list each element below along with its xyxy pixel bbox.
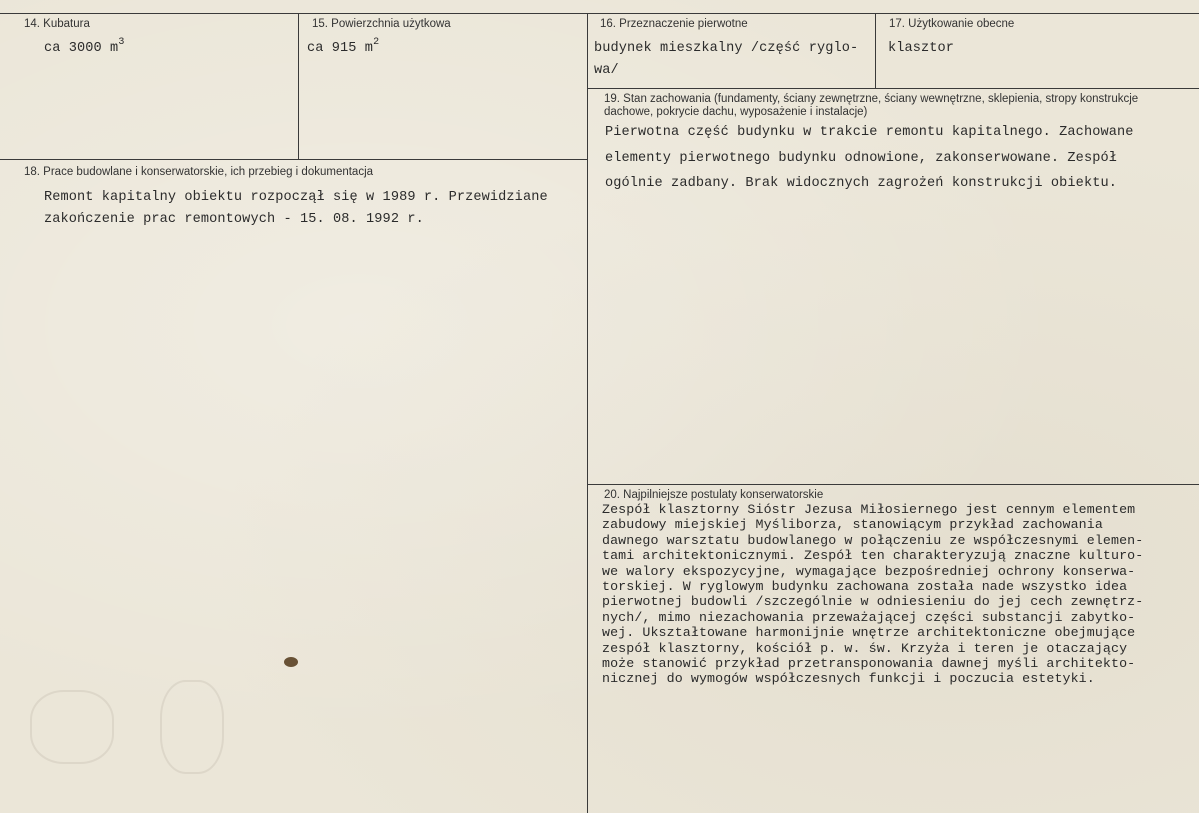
powierzchnia-value [307,38,379,60]
stan-value [605,120,1133,197]
ghost-mark [30,690,114,764]
postulaty-line: dawnego warsztatu budowlanego w połączeniu ze współczesnymi elemen- [602,532,1144,548]
divider-main-vertical [587,13,588,813]
postulaty-line: nicznej do wymogów współczesnych funkcji i poczucia estetyki. [602,671,1095,687]
prace-value [44,187,548,231]
postulaty-line: nych/, mimo niezachowania przeważającej części substancji zabytko- [602,609,1136,625]
divider-19-20 [587,484,1199,485]
stan-label: 19. Stan zachowania (fundamenty, ściany zewnętrzne, ściany wewnętrzne, sklepienia, stropy konstrukcje dachowe, pokrycie dachu, wyposażenie i instalacje) [604,93,1139,118]
kubatura-value [44,38,124,60]
postulaty-value [602,502,1143,687]
powierzchnia-label: 15. Powierzchnia użytkowa [312,18,451,30]
top-border [0,13,1199,14]
divider-16-17 [875,13,876,88]
divider-left-middle [0,159,587,160]
prace-label: 18. Prace budowlane i konserwatorskie, ich przebieg i dokumentacja [24,166,374,178]
uzytkowanie-label: 17. Użytkowanie obecne [889,18,1015,30]
divider-14-15 [298,13,299,159]
stan-line: elementy pierwotnego budynku odnowione, zakonserwowane. Zespół [605,150,1117,166]
divider-top-right [587,88,1199,89]
postulaty-line: torskiej. W ryglowym budynku zachowana została nade wszystko idea [602,579,1128,595]
przeznaczenie-label: 16. Przeznaczenie pierwotne [600,18,748,30]
kubatura-label: 14. Kubatura [24,18,90,30]
stan-line: Pierwotna część budynku w trakcie remontu kapitalnego. Zachowane [605,125,1134,140]
ink-stain [284,657,298,667]
postulaty-line: zespół klasztorny, kościół p. w. św. Krzyża i teren je otaczający [602,640,1128,656]
uzytkowanie-value: klasztor [888,41,955,56]
stan-line: ogólnie zadbany. Brak widocznych zagrożeń konstrukcji obiektu. [605,176,1117,191]
przeznaczenie-line: wa/ [594,63,619,78]
postulaty-line: zabudowy miejskiej Myśliborza, stanowiącym przykład zachowania [602,517,1103,533]
kubatura-value-text: ca 3000 m [44,41,119,56]
powierzchnia-unit-sup: 2 [373,37,380,48]
postulaty-line: pierwotnej budowli /szczególnie w odniesieniu do jej cech zewnętrz- [602,594,1144,610]
postulaty-line: we walory ekspozycyjne, wymagające bezpośredniej ochrony konserwa- [602,563,1136,579]
przeznaczenie-value [594,38,858,82]
postulaty-line: wej. Ukształtowane harmonijnie wnętrze architektoniczne obejmujące [602,625,1136,641]
postulaty-label: 20. Najpilniejsze postulaty konserwatorskie [604,489,824,501]
prace-line: zakończenie prac remontowych - 15. 08. 1992 r. [44,212,424,227]
postulaty-line: tami architektonicznymi. Zespół ten charakteryzują znaczne kulturo- [602,548,1144,564]
powierzchnia-value-text: ca 915 m [307,41,374,56]
postulaty-line: Zespół klasztorny Sióstr Jezusa Miłosiernego jest cennym elementem [602,502,1136,517]
przeznaczenie-line: budynek mieszkalny /część ryglo- [594,41,859,56]
prace-line: Remont kapitalny obiektu rozpoczął się w 1989 r. Przewidziane [44,190,548,205]
postulaty-line: może stanowić przykład przetransponowania dawnej myśli architekto- [602,656,1136,672]
ghost-mark [160,680,224,774]
kubatura-unit-sup: 3 [118,37,125,48]
